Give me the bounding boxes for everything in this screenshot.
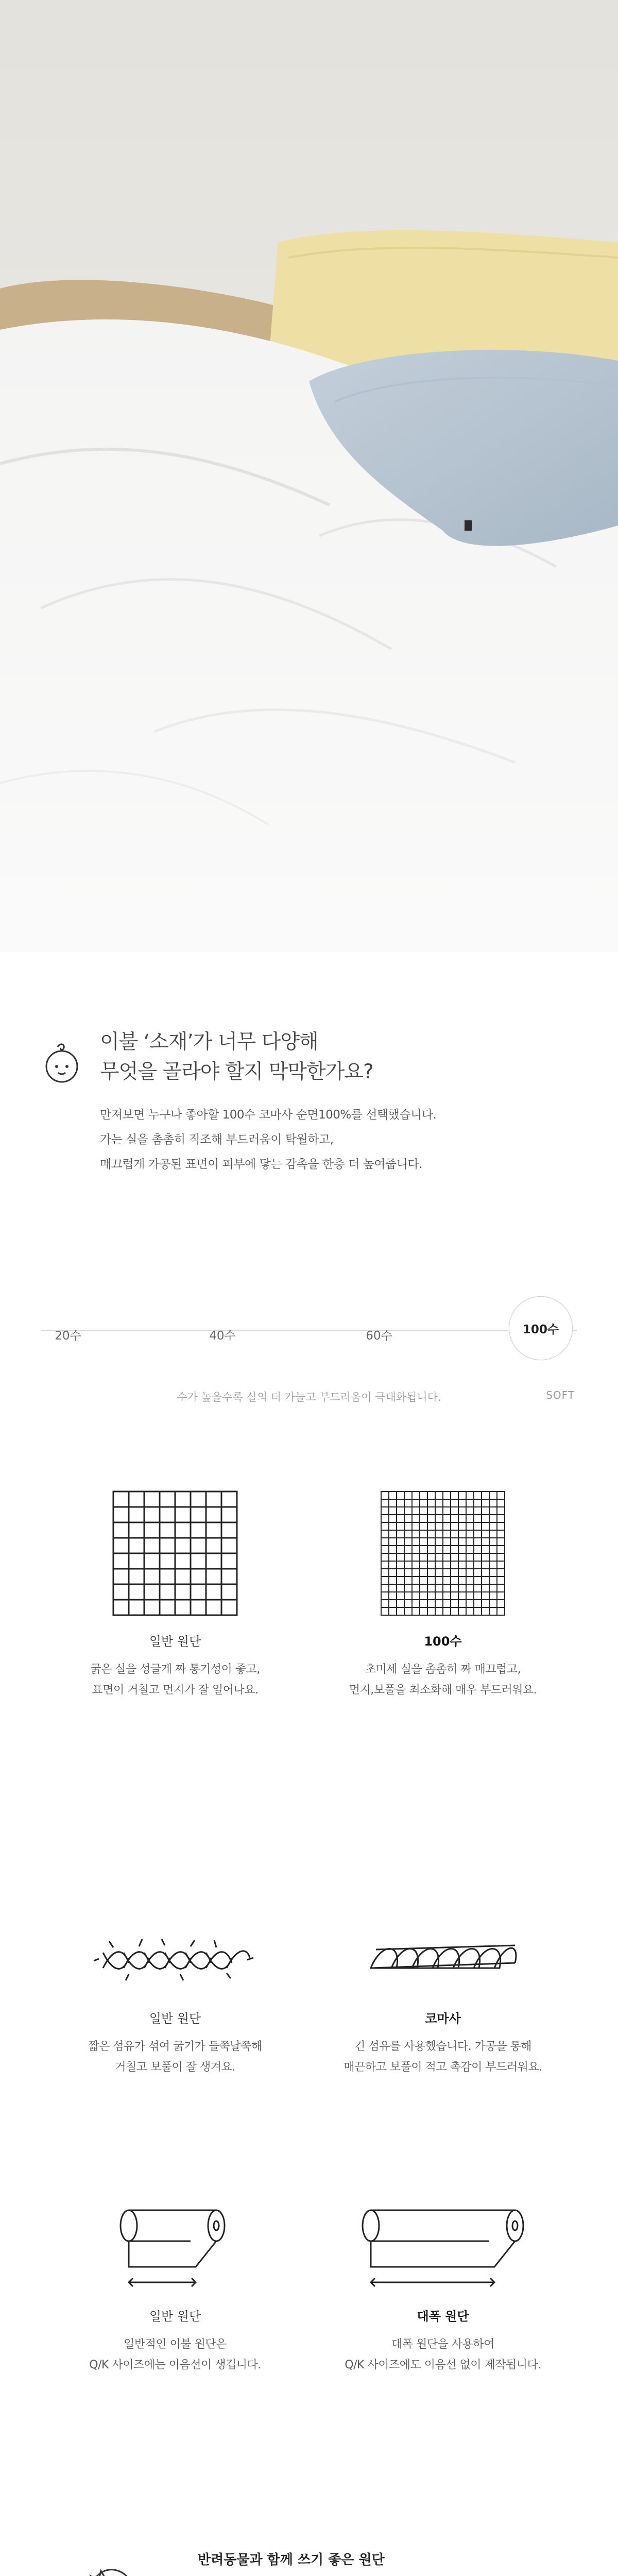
yarn-right-desc-line2: 매끈하고 보풀이 적고 촉감이 부드러워요. <box>344 2061 542 2074</box>
yarn-right-title: 코마사 <box>425 2011 461 2026</box>
baby-face-icon <box>41 1042 82 1085</box>
scale-mark-40: 40수 <box>209 1329 236 1343</box>
width-right-desc-line1: 대폭 원단을 사용하여 <box>391 2338 494 2351</box>
weave-right-desc-line1: 초미세 실을 촘촘히 짜 매끄럽고, <box>365 1663 521 1676</box>
weave-left <box>46 1489 304 1701</box>
scale-end-label: SOFT <box>546 1389 575 1401</box>
yarn-right-desc <box>314 2037 572 2078</box>
weave-right <box>314 1489 572 1701</box>
yarn-left-title: 일반 원단 <box>149 2011 201 2026</box>
scale-mark-100-active: 100수 <box>509 1296 573 1360</box>
pet-title: 반려동물과 함께 쓰기 좋은 원단 <box>198 2552 385 2568</box>
weave-left-desc-line2: 표면이 거칠고 먼지가 잘 일어나요. <box>92 1684 259 1697</box>
width-left-desc-line1: 일반적인 이불 원단은 <box>124 2338 227 2351</box>
intro-heading-line2: 무엇을 골라야 할지 막막한가요? <box>100 1060 373 1083</box>
thread-count-scale <box>0 1323 618 1418</box>
intro-body <box>100 1103 563 1177</box>
bedding-illustration-top <box>0 0 618 952</box>
scale-caption: 수가 높을수록 실의 더 가늘고 부드러움이 극대화됩니다. <box>177 1391 441 1403</box>
fabric-roll-wide-icon <box>350 2205 536 2293</box>
yarn-right-desc-line1: 긴 섬유를 사용했습니다. 가공을 통해 <box>354 2040 531 2053</box>
intro-heading <box>100 1027 563 1087</box>
width-right <box>314 2205 572 2376</box>
width-right-desc-line2: Q/K 사이즈에도 이음선 없이 제작됩니다. <box>345 2359 541 2371</box>
weave-right-desc-line2: 먼지,보풀을 최소화해 매우 부드러워요. <box>349 1684 537 1697</box>
width-right-desc <box>314 2334 572 2376</box>
width-left-desc <box>46 2334 304 2376</box>
width-right-title: 대폭 원단 <box>417 2309 469 2324</box>
pet-section <box>0 2549 618 2576</box>
yarn-left <box>46 1927 304 2078</box>
weave-left-desc-line1: 굵은 실을 성글게 짜 통기성이 좋고, <box>90 1663 260 1676</box>
yarn-right <box>314 1927 572 2078</box>
scale-mark-20: 20수 <box>55 1329 81 1343</box>
intro-body-line3: 매끄럽게 가공된 표면이 피부에 닿는 감촉을 한층 더 높여줍니다. <box>100 1158 422 1171</box>
smooth-yarn-icon <box>360 1927 525 1984</box>
fabric-roll-narrow-icon <box>108 2205 242 2293</box>
yarn-left-desc-line1: 짧은 섬유가 섞여 굵기가 들쭉날쭉해 <box>88 2040 262 2053</box>
frayed-yarn-icon <box>93 1927 258 1984</box>
weave-left-title: 일반 원단 <box>149 1634 201 1649</box>
intro-body-line2: 가는 실을 촘촘히 직조해 부드러움이 탁월하고, <box>100 1133 334 1146</box>
bedding-photo-top <box>0 0 618 952</box>
coarse-grid-icon <box>111 1489 239 1618</box>
scale-mark-60: 60수 <box>366 1329 392 1343</box>
weave-left-desc <box>46 1659 304 1701</box>
weave-right-desc <box>314 1659 572 1701</box>
width-left-desc-line2: Q/K 사이즈에는 이음선이 생깁니다. <box>89 2359 261 2371</box>
yarn-left-desc-line2: 거칠고 보풀이 잘 생겨요. <box>115 2061 235 2074</box>
weave-right-title: 100수 <box>424 1634 462 1649</box>
sleeping-cat-icon <box>85 2561 137 2576</box>
intro-heading-line1: 이불 ‘소재’가 너무 다양해 <box>100 1030 318 1054</box>
width-left <box>46 2205 304 2376</box>
width-left-title: 일반 원단 <box>149 2309 201 2324</box>
intro-body-line1: 만져보면 누구나 좋아할 100수 코마사 순면100%를 선택했습니다. <box>100 1108 437 1122</box>
yarn-left-desc <box>46 2037 304 2078</box>
scale-divider <box>41 1330 577 1331</box>
fine-grid-icon <box>379 1489 507 1618</box>
